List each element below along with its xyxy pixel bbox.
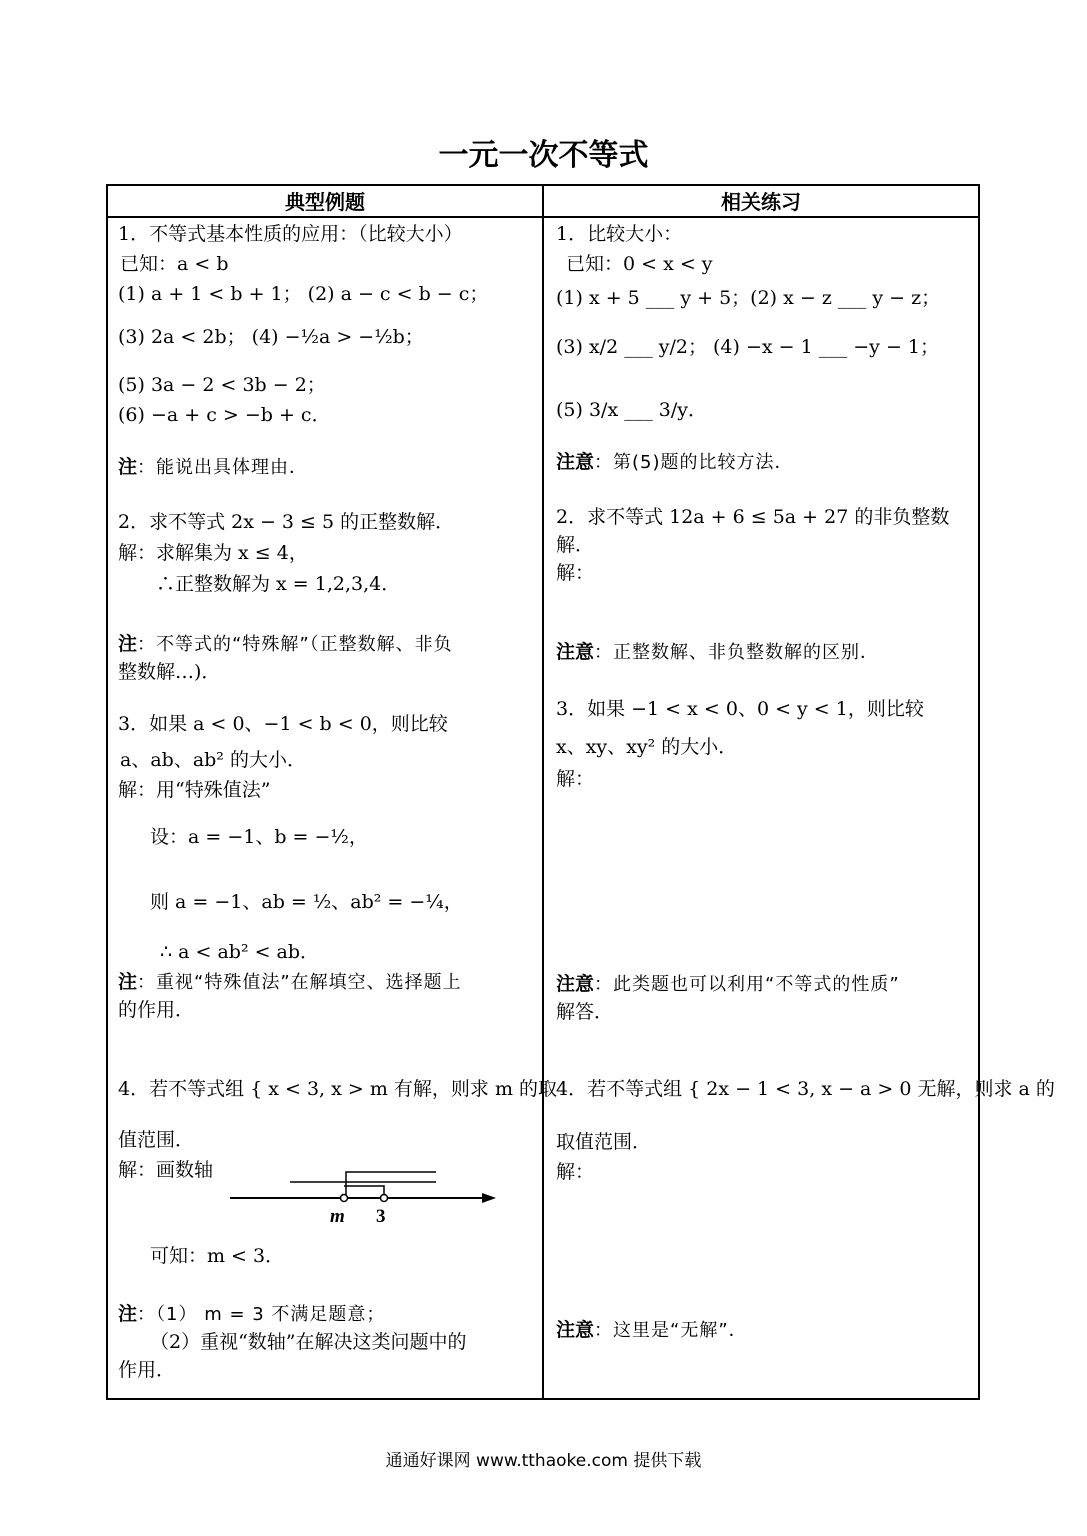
left-line: 值范围． — [118, 1129, 195, 1151]
right-line: (3) x/2 ___ y/2； (4) −x − 1 ___ −y − 1； — [556, 336, 939, 358]
header-exercises: 相关练习 — [721, 190, 801, 214]
label-m: m — [330, 1206, 345, 1227]
note-text: ：重视“特殊值法”在解填空、选择题上 — [137, 972, 462, 993]
note-label: 注意 — [556, 1319, 595, 1341]
footer: 通通好课网 www.tthaoke.com 提供下载 — [385, 1451, 702, 1471]
header-examples: 典型例题 — [285, 190, 365, 214]
left-line — [118, 970, 462, 995]
left-line: a、ab、ab² 的大小． — [120, 749, 306, 771]
right-line: 解答． — [556, 1001, 614, 1023]
page-title: 一元一次不等式 — [438, 138, 649, 173]
note-label: 注 — [118, 633, 138, 655]
right-line: 解： — [556, 562, 595, 584]
left-line: 解：画数轴 — [118, 1159, 214, 1181]
table-middle-border — [542, 184, 544, 1400]
left-line: 4．若不等式组 { x < 3, x > m 有解，则求 m 的取 — [118, 1078, 558, 1100]
left-line: 2．求不等式 2x − 3 ≤ 5 的正整数解． — [118, 511, 455, 533]
right-line: 3．如果 −1 < x < 0、0 < y < 1，则比较 — [556, 698, 924, 720]
left-line: 解：求解集为 x ≤ 4， — [118, 542, 308, 564]
overlap-bracket — [344, 1186, 384, 1198]
right-line: 已知：0 < x < y — [566, 253, 713, 275]
left-line: 整数解…)． — [118, 661, 221, 683]
left-line: ∴正整数解为 x = 1,2,3,4． — [156, 573, 401, 595]
right-line: 1．比较大小： — [556, 223, 683, 245]
left-line: ∴ a < ab² < ab． — [160, 941, 320, 963]
left-line: 的作用． — [118, 999, 195, 1021]
left-line: 则 a = −1、ab = ½、ab² = −¼， — [150, 891, 463, 913]
note-label: 注意 — [556, 451, 595, 473]
left-line — [118, 1302, 385, 1327]
left-line: (1) a + 1 < b + 1； (2) a − c < b − c； — [118, 283, 489, 305]
right-line — [556, 450, 794, 475]
note-label: 注 — [118, 971, 138, 993]
left-line: (3) 2a < 2b； (4) −½a > −½b； — [118, 326, 424, 348]
left-line — [118, 455, 308, 480]
left-line: 已知：a < b — [120, 253, 229, 275]
left-line: (6) −a + c > −b + c． — [118, 404, 331, 426]
right-line: 解． — [556, 534, 595, 556]
left-line: 作用． — [118, 1359, 176, 1381]
right-line — [556, 972, 900, 997]
left-line: 解：用“特殊值法” — [118, 779, 271, 801]
label-3: 3 — [376, 1206, 386, 1227]
right-line: (1) x + 5 ___ y + 5；(2) x − z ___ y − z； — [556, 287, 941, 309]
note-text: ：能说出具体理由． — [137, 457, 309, 478]
left-line: 设：a = −1、b = −½， — [150, 826, 368, 848]
ray-right — [346, 1172, 436, 1198]
right-line: 取值范围． — [556, 1131, 652, 1153]
left-line — [118, 632, 453, 657]
right-line: 解： — [556, 1161, 595, 1183]
right-line: x、xy、xy² 的大小． — [556, 736, 738, 758]
number-line-figure — [226, 1168, 502, 1228]
note-label: 注 — [118, 1303, 138, 1325]
left-line: （2）重视“数轴”在解决这类问题中的 — [150, 1331, 467, 1353]
right-line: 解： — [556, 768, 595, 790]
right-line — [556, 1318, 748, 1343]
right-line — [556, 640, 879, 665]
note-label: 注意 — [556, 641, 595, 663]
left-line: 可知：m < 3． — [150, 1245, 285, 1267]
right-line: 4．若不等式组 { 2x − 1 < 3, x − a > 0 无解，则求 a 的 — [556, 1078, 1055, 1100]
right-line: 2．求不等式 12a + 6 ≤ 5a + 27 的非负整数 — [556, 506, 950, 528]
note-label: 注 — [118, 456, 138, 478]
note-text: ：不等式的“特殊解”（正整数解、非负 — [137, 634, 453, 655]
point-3 — [381, 1195, 388, 1202]
note-text: ：第(5)题的比较方法． — [594, 452, 794, 473]
left-line: 3．如果 a < 0、−1 < b < 0，则比较 — [118, 713, 448, 735]
note-text: ：此类题也可以利用“不等式的性质” — [594, 974, 900, 995]
note-text: ：正整数解、非负整数解的区别． — [594, 642, 880, 663]
note-label: 注意 — [556, 973, 595, 995]
left-line: 1．不等式基本性质的应用：（比较大小） — [118, 223, 463, 245]
note-text: ：（1） m = 3 不满足题意； — [137, 1304, 386, 1325]
left-line: (5) 3a − 2 < 3b − 2； — [118, 374, 326, 396]
note-text: ：这里是“无解”． — [594, 1320, 748, 1341]
table-left-border — [106, 184, 108, 1400]
table-right-border — [978, 184, 980, 1400]
axis-arrow — [482, 1193, 496, 1203]
point-m — [341, 1195, 348, 1202]
right-line: (5) 3/x ___ 3/y． — [556, 399, 707, 421]
